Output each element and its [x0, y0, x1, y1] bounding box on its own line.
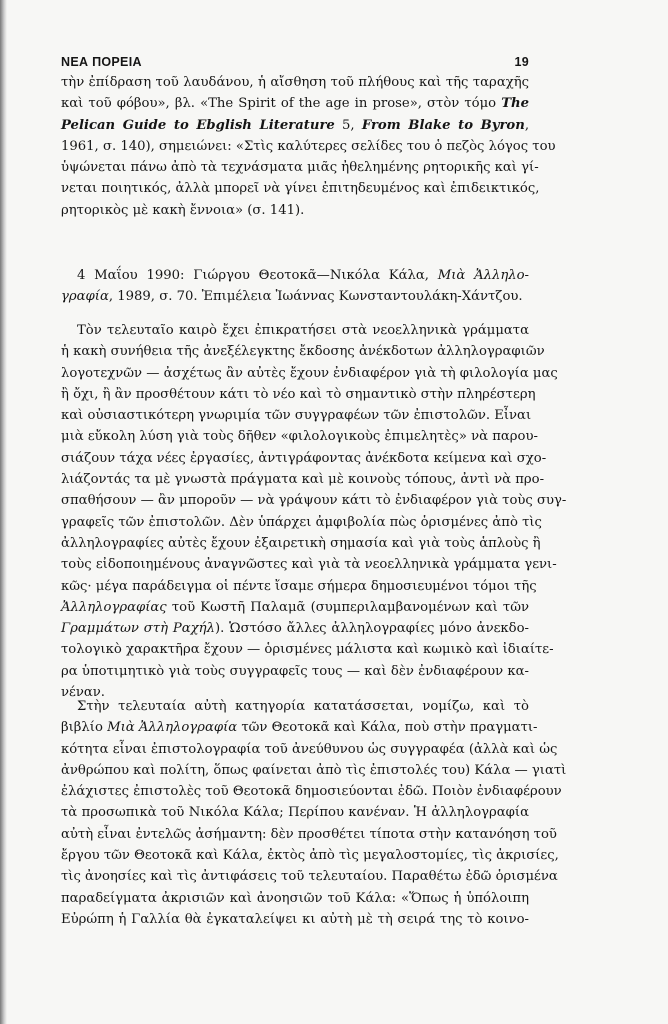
- text-line-content: νεται ποιητικός, ἀλλὰ μπορεῖ νὰ γίνει ἐπιτηδευμένος καὶ ἐπιδεικτικός,: [61, 181, 540, 197]
- text-line-content: γραφία, 1989, σ. 70. Ἐπιμέλεια Ἰωάννας Κωνσταντουλάκη-Χάντζου.: [61, 289, 523, 305]
- text-line-content: Γραμμάτων στὴ Ραχήλ). Ὡστόσο ἄλλες ἀλληλογραφίες μόνο ἀνεκδο-: [61, 621, 529, 637]
- text-line: [61, 824, 557, 845]
- text-line: [61, 426, 538, 447]
- text-line-content: σιάζουν τάχα νέες ἐργασίες, ἀντιγράφοντας ἀνέκδοτα κείμενα καὶ σχο-: [61, 450, 547, 466]
- text-line-content: Pelican Guide to Ebglish Literature 5, From Blake to Byron,: [61, 117, 530, 133]
- book-title: Μιὰ Ἀλληλο-: [437, 268, 529, 283]
- volume-title: From Blake to Byron: [361, 117, 525, 133]
- text-line: [61, 781, 562, 802]
- text-line: [61, 136, 556, 157]
- text-line: [61, 597, 529, 618]
- text-line-content: Ἀλληλογραφίας τοῦ Κωστῆ Παλαμᾶ (συμπεριλαμβανομένων καὶ τῶν: [61, 599, 529, 615]
- book-title: Γραμμάτων στὴ Ραχήλ: [61, 621, 215, 637]
- text-line: [61, 448, 547, 469]
- text-line: [61, 639, 554, 660]
- book-title: Ἀλληλογραφίας: [61, 599, 167, 615]
- page-edge-shadow: [0, 0, 7, 1024]
- text-line: [61, 888, 529, 909]
- text-line-content: ἐλάχιστες ἐπιστολὲς τοῦ Θεοτοκᾶ δημοσιεύονται ἐδῶ. Ποιὸν ἐνδιαφέρουν: [61, 784, 562, 800]
- text-line-content: ἀνθρώπου καὶ πολίτη, ὅπως φαίνεται ἀπὸ τὶς ἐπιστολές του) Κάλα — γιατὶ: [61, 762, 567, 778]
- text-line-content: Εὐρώπη ἡ Γαλλία θὰ ἐγκαταλείψει κι αὐτὴ μὲ τὴ σειρά της τὸ κοινο-: [61, 911, 529, 927]
- text-line: [61, 661, 529, 682]
- text-line: [61, 866, 558, 887]
- text-line-content: ὑψώνεται πάνω ἀπὸ τὰ τεχνάσματα μιᾶς ἠθελημένης ρητορικῆς καὶ γί-: [61, 160, 539, 176]
- text-line-content: Τὸν τελευταῖο καιρὸ ἔχει ἐπικρατήσει στὰ νεοελληνικὰ γράμματα: [77, 323, 529, 338]
- text-line: [61, 93, 529, 114]
- text-line-content: ἡ κακὴ συνήθεια τῆς ἀνεξέλεγκτης ἔκδοσης ἀνέκδοτων ἀλληλογραφιῶν: [61, 344, 545, 360]
- text-line-content: βιβλίο Μιὰ Ἀλληλογραφία τῶν Θεοτοκᾶ καὶ Κάλα, ποὺ στὴν πραγματι-: [61, 720, 538, 736]
- text-line-content: τὰ προσωπικὰ τοῦ Νικόλα Κάλα; Περίπου κανέναν. Ἡ ἀλληλογραφία: [61, 805, 529, 821]
- text-line: [61, 717, 538, 738]
- book-title: Pelican Guide to Ebglish Literature: [61, 117, 335, 133]
- text-line-content: μιὰ εὔκολη λύση γιὰ τοὺς δῆθεν «φιλολογικοὺς ἐπιμελητὲς» νὰ παρου-: [61, 429, 538, 445]
- book-title: The: [501, 96, 529, 112]
- text-line-content: λογοτεχνῶν — ἀσχέτως ἂν αὐτὲς ἔχουν ἐνδιαφέρον γιὰ τὴ φιλολογία μας: [61, 365, 558, 381]
- text-line-content: [61, 96, 529, 111]
- text-line: [61, 341, 545, 362]
- text-line-content: ρητορικὸς μὲ κακὴ ἔννοια» (σ. 141).: [61, 202, 305, 218]
- footnote-continuation: [61, 72, 556, 221]
- text-line-content: τοὺς εἰδοποιημένους ἀναγνῶστες καὶ γιὰ τὰ νεοελληνικὰ γράμματα γενι-: [61, 557, 557, 573]
- text-line-content: ρα ὑποτιμητικὸ γιὰ τοὺς συγγραφεῖς τους — καὶ δὲν ἐνδιαφέρουν κα-: [61, 663, 529, 679]
- text-line: [61, 115, 529, 136]
- text-line: [61, 384, 536, 405]
- text-line-content: αὐτὴ εἶναι ἐντελῶς ἀσήμαντη: δὲν προσθέτει τίποτα στὴν κατανόηση τοῦ: [61, 826, 557, 842]
- text-line: [61, 533, 541, 554]
- text-line-content: νέναν.: [61, 685, 105, 701]
- text-line: [61, 320, 529, 341]
- text-line-content: σπαθήσουν — ἂν μποροῦν — νὰ γράψουν κάτι τὸ ἐνδιαφέρον γιὰ τοὺς συγ-: [61, 493, 567, 509]
- book-title: Μιὰ Ἀλληλογραφία: [107, 720, 238, 736]
- text-line: [61, 760, 567, 781]
- entry-heading-line: [61, 265, 529, 286]
- text-line-content: 4 Μαΐου 1990: Γιώργου Θεοτοκᾶ—Νικόλα Κάλα, Μιὰ Ἀλληλο-: [77, 268, 529, 283]
- text-line: [61, 802, 529, 823]
- text-line: [61, 739, 558, 760]
- text-line-content: ἀλληλογραφίες αὐτὲς ἔχουν ἐξαιρετικὴ σημασία καὶ γιὰ τοὺς ἁπλοὺς ἢ: [61, 535, 541, 551]
- text-line-content: λιάζοντάς τα μὲ γνωστὰ πράγματα καὶ μὲ κοινοὺς τόπους, ἀντὶ νὰ προ-: [61, 472, 545, 488]
- text-line: [61, 696, 529, 717]
- journal-title: ΝΕΑ ΠΟΡΕΙΑ: [61, 55, 142, 69]
- entry-heading: [61, 265, 529, 308]
- text-line: [61, 490, 567, 511]
- text-line: [61, 554, 557, 575]
- text-line: [61, 845, 559, 866]
- text-line: [61, 512, 542, 533]
- book-title: γραφία: [61, 289, 109, 305]
- text-line-content: ἢ ὄχι, ἢ ἂν προσθέτουν κάτι τὸ νέο καὶ τὸ σημαντικὸ στὴν πληρέστερη: [61, 386, 536, 402]
- text-line-content: τὴν ἐπίδραση τοῦ λαυδάνου, ἡ αἴσθηση τοῦ πλήθους καὶ τῆς ταραχῆς: [61, 75, 529, 90]
- text-line: [61, 909, 529, 930]
- text-line: [61, 405, 532, 426]
- text-line: [61, 363, 558, 384]
- text-line: [61, 157, 539, 178]
- text-line: [61, 72, 529, 93]
- text-line-content: κῶς· μέγα παράδειγμα οἱ πέντε ἴσαμε σήμερα δημοσιευμένοι τόμοι τῆς: [61, 578, 537, 594]
- text-line-content: ἔργου τῶν Θεοτοκᾶ καὶ Κάλα, ἐκτὸς ἀπὸ τὶς μεγαλοστομίες, τὶς ἀκρισίες,: [61, 848, 559, 864]
- page-number: 19: [514, 55, 529, 69]
- text-line-content: 1961, σ. 140), σημειώνει: «Στὶς καλύτερες σελίδες του ὁ πεζὸς λόγος του: [61, 138, 556, 154]
- text-line-content: τολογικὸ χαρακτῆρα ἔχουν — ὁρισμένες μάλιστα καὶ κωμικὸ καὶ ἰδιαίτε-: [61, 642, 554, 658]
- text-line-content: Στὴν τελευταία αὐτὴ κατηγορία κατατάσσεται, νομίζω, καὶ τὸ: [77, 699, 529, 714]
- text-line-content: τὶς ἀνοησίες καὶ τὶς ἀντιφάσεις τοῦ τελευταίου. Παραθέτω ἐδῶ ὁρισμένα: [61, 869, 558, 885]
- text-line: [61, 576, 537, 597]
- text-line: [61, 618, 529, 639]
- entry-heading-line: [61, 286, 529, 307]
- paragraph-2: [61, 696, 567, 930]
- text-line-segment: καὶ τοῦ φόβου», βλ. «The Spirit of the age in prose», στὸν τόμο: [61, 96, 502, 112]
- text-line-content: γραφεῖς τῶν ἐπιστολῶν. Δὲν ὑπάρχει ἀμφιβολία πὼς ὁρισμένες ἀπὸ τὶς: [61, 514, 542, 530]
- text-line-content: κότητα εἶναι ἐπιστολογραφία τοῦ ἀνεύθυνου ὡς συγγραφέα (ἀλλὰ καὶ ὡς: [61, 741, 558, 757]
- text-line: [61, 200, 529, 221]
- text-line-content: καὶ οὐσιαστικότερη γνωριμία τῶν συγγραφέων τῶν ἐπιστολῶν. Εἶναι: [61, 408, 532, 424]
- paragraph-1: [61, 320, 567, 703]
- text-line: [61, 469, 545, 490]
- text-line-content: παραδείγματα ἀκρισιῶν καὶ ἀνοησιῶν τοῦ Κάλα: «Ὅπως ἡ ὑπόλοιπη: [61, 890, 529, 906]
- text-line: [61, 178, 540, 199]
